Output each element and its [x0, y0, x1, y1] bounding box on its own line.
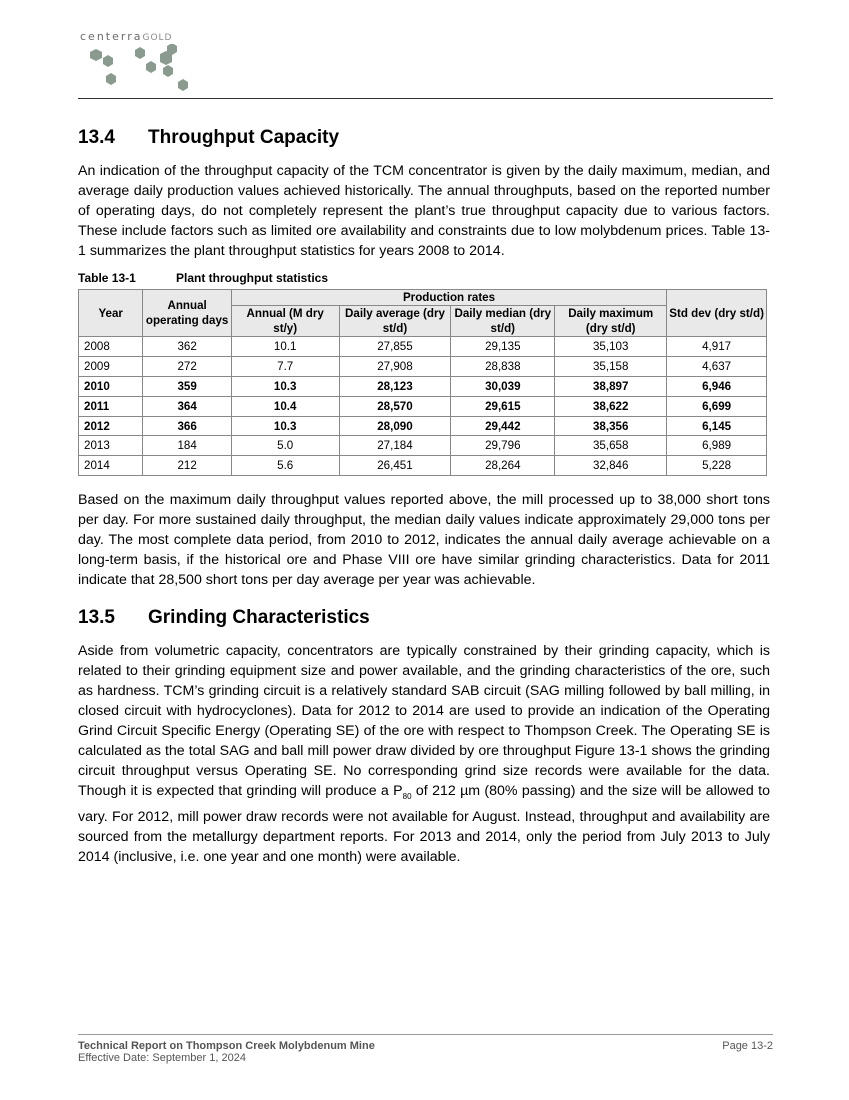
cell-daily-maximum: 32,846 — [555, 456, 667, 476]
cell-daily-average: 27,908 — [339, 357, 451, 377]
table-caption: Table 13-1 Plant throughput statistics — [78, 271, 329, 286]
cell-std-dev: 6,699 — [667, 396, 767, 416]
cell-year: 2009 — [79, 357, 143, 377]
cell-daily-maximum: 38,622 — [555, 396, 667, 416]
cell-daily-median: 30,039 — [451, 377, 555, 397]
cell-daily-maximum: 35,158 — [555, 357, 667, 377]
header-year: Year — [79, 290, 143, 337]
cell-daily-average: 28,090 — [339, 416, 451, 436]
plant-throughput-table — [78, 289, 767, 476]
cell-annual: 10.4 — [231, 396, 339, 416]
cell-days: 364 — [143, 396, 231, 416]
cell-days: 184 — [143, 436, 231, 456]
cell-year: 2008 — [79, 337, 143, 357]
header-annual: Annual (M dry st/y) — [231, 306, 339, 337]
cell-annual: 10.1 — [231, 337, 339, 357]
cell-std-dev: 4,917 — [667, 337, 767, 357]
table-row — [79, 416, 767, 436]
cell-year: 2014 — [79, 456, 143, 476]
cell-year: 2011 — [79, 396, 143, 416]
cell-daily-median: 29,796 — [451, 436, 555, 456]
hexagon-logo-icon — [80, 44, 200, 96]
cell-daily-maximum: 35,658 — [555, 436, 667, 456]
table-row — [79, 396, 767, 416]
cell-std-dev: 6,989 — [667, 436, 767, 456]
cell-std-dev: 5,228 — [667, 456, 767, 476]
cell-annual: 7.7 — [231, 357, 339, 377]
cell-daily-median: 28,264 — [451, 456, 555, 476]
cell-days: 359 — [143, 377, 231, 397]
cell-days: 362 — [143, 337, 231, 357]
cell-days: 366 — [143, 416, 231, 436]
cell-daily-average: 28,123 — [339, 377, 451, 397]
cell-daily-average: 28,570 — [339, 396, 451, 416]
cell-daily-average: 27,184 — [339, 436, 451, 456]
footer-report-title: Technical Report on Thompson Creek Molybdenum Mine — [78, 1040, 375, 1052]
header-production-rates: Production rates — [231, 290, 666, 306]
document-body — [78, 125, 770, 877]
header-daily-maximum: Daily maximum (dry st/d) — [555, 306, 667, 337]
cell-daily-median: 29,135 — [451, 337, 555, 357]
footer-divider — [78, 1034, 773, 1035]
cell-annual: 10.3 — [231, 377, 339, 397]
header-daily-average: Daily average (dry st/d) — [339, 306, 451, 337]
header-divider — [78, 98, 773, 99]
table-row — [79, 377, 767, 397]
cell-year: 2010 — [79, 377, 143, 397]
paragraph-grinding-characteristics: Aside from volumetric capacity, concentrators are typically constrained by their grinding capacity, which is related to their grinding equipment size and power available, and the grinding characteristics of the ore, such as hardness. TCM’s grinding circuit is a relatively standard SAB circuit (SAG milling followed by ball milling, in closed circuit with hydrocyclones). Data for 2012 to 2014 are used to provide an indication of the Operating Grind Circuit Specific Energy (Operating SE) of the ore with respect to Thompson Creek. The Operating SE is calculated as the total SAG and ball mill power draw divided by ore throughput Figure 13-1 shows the grinding circuit throughput versus Operating SE. No corresponding grind size records were available for the data. Though it is expected that grinding will produce a $P_{80}$ of 212 µm (80% passing) and the size will be allowed to vary. For 2012, mill power draw records were not available for August. Instead, throughput and availability are sourced from the metallurgy department reports. For 2013 and 2014, only the period from July 2013 to July 2014 (inclusive, i.e. one year and one month) were available. — [78, 642, 770, 866]
table-row — [79, 436, 767, 456]
logo-wordmark: centerraGOLD — [80, 30, 173, 43]
section-heading-13-5: 13.5 Grinding Characteristics — [78, 606, 370, 628]
header-daily-median: Daily median (dry st/d) — [451, 306, 555, 337]
cell-daily-average: 27,855 — [339, 337, 451, 357]
cell-daily-average: 26,451 — [339, 456, 451, 476]
cell-daily-maximum: 38,356 — [555, 416, 667, 436]
header-annual-operating-days: Annual operating days — [143, 290, 231, 337]
page-footer — [78, 1040, 773, 1064]
cell-days: 272 — [143, 357, 231, 377]
cell-annual: 5.0 — [231, 436, 339, 456]
header-std-dev: Std dev (dry st/d) — [667, 290, 767, 337]
cell-year: 2013 — [79, 436, 143, 456]
cell-daily-median: 29,442 — [451, 416, 555, 436]
cell-std-dev: 4,637 — [667, 357, 767, 377]
footer-effective-date: Effective Date: September 1, 2024 — [78, 1052, 246, 1064]
cell-annual: 10.3 — [231, 416, 339, 436]
cell-std-dev: 6,145 — [667, 416, 767, 436]
cell-daily-maximum: 38,897 — [555, 377, 667, 397]
paragraph-throughput-discussion: Based on the maximum daily throughput values reported above, the mill processed up to 38,000 short tons per day. For more sustained daily throughput, the median daily values indicate approximately 29,000 tons per day. The most complete data period, from 2010 to 2012, indicates the annual daily average achievable on a long-term basis, if the historical ore and Phase VIII ore have similar grinding characteristics. Data for 2011 indicate that 28,500 short tons per day average per year was achievable. — [78, 492, 770, 589]
company-logo — [80, 30, 220, 95]
footer-page-number: Page 13-2 — [722, 1040, 773, 1052]
cell-daily-maximum: 35,103 — [555, 337, 667, 357]
cell-year: 2012 — [79, 416, 143, 436]
cell-days: 212 — [143, 456, 231, 476]
cell-daily-median: 29,615 — [451, 396, 555, 416]
table-row — [79, 337, 767, 357]
paragraph-throughput-intro: An indication of the throughput capacity of the TCM concentrator is given by the daily maximum, median, and average daily production values achieved historically. The annual throughputs, based on the reported number of operating days, do not completely represent the plant’s true throughput capacity due to various factors. These include factors such as limited ore availability and constraints due to low molybdenum prices. Table 13-1 summarizes the plant throughput statistics for years 2008 to 2014. — [78, 163, 770, 260]
cell-std-dev: 6,946 — [667, 377, 767, 397]
table-row — [79, 357, 767, 377]
cell-daily-median: 28,838 — [451, 357, 555, 377]
section-heading-13-4: 13.4 Throughput Capacity — [78, 127, 340, 148]
cell-annual: 5.6 — [231, 456, 339, 476]
table-row — [79, 456, 767, 476]
